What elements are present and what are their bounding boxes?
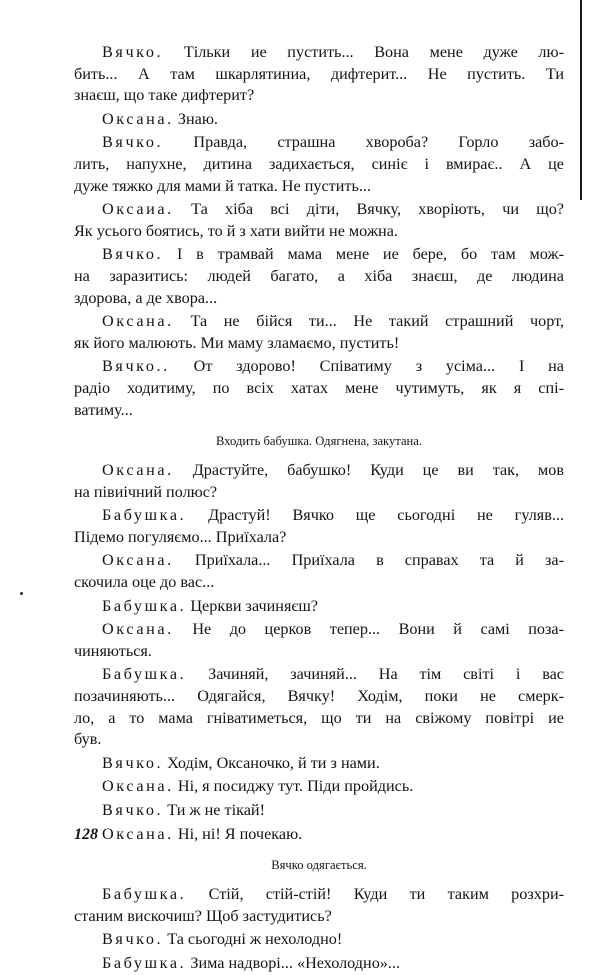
book-page-text [74,40,564,975]
line-text: Ти ж не тікай! [167,801,265,819]
dialogue-continuation [74,527,564,549]
dialogue-line [74,460,564,482]
speaker-name: Оксана. [102,620,174,639]
line-text: бить... А там шкарлятиниа, дифтерит... Не пустить. Ти [74,64,564,83]
dialogue-line [74,311,564,333]
speaker-name: Оксана. [102,461,174,480]
line-text: Та сьогодні ж нехолодно! [167,930,343,949]
line-text: Підемо погуляємо... Приїхала? [74,527,287,546]
line-text: І в трамвай мама мене ие бере, бо там мож- [176,245,565,264]
dialogue-line [74,619,564,641]
dialogue-continuation [74,378,564,400]
speaker-name: Вячко. [102,930,164,949]
speaker-name: Вячко. [102,245,164,264]
edge-rule [580,0,582,200]
dialogue-line [74,884,564,906]
dialogue-line [74,132,564,154]
line-text: Та хіба всі діти, Вячку, хворіють, чи що? [191,200,564,219]
speaker-name: Оксана. [102,824,174,843]
line-text: Драстуй! Вячко ще сьогодні не гуляв... [208,506,565,525]
speaker-name: Бабушка. [102,953,187,972]
dialogue-continuation [74,221,564,243]
dialogue-line [74,824,564,846]
dialogue-line [74,199,564,221]
dialogue-continuation [74,906,564,928]
dialogue-continuation [74,85,564,107]
page-number: 128 [74,826,98,843]
line-text: Як усього боятись, то й з хати вийти не можна. [74,221,398,240]
speaker-name: Бабушка. [102,506,187,525]
line-text: на заразитись: людей багато, а хіба знаєш, де людина [74,266,564,285]
line-text: Зачиняй, зачиняй... На тім світі і вас [208,665,564,684]
speaker-name: Бабушка. [102,596,187,615]
dialogue-line [74,356,564,378]
speaker-name: Вячко. [102,753,164,772]
dialogue-line [74,753,564,775]
dialogue-line [74,664,564,686]
dialogue-line [74,596,564,618]
line-text: станим вискочиш? Щоб застудитись? [74,906,332,925]
dialogue-continuation [74,686,564,708]
dialogue-line [74,244,564,266]
line-text: скочила оце до вас... [74,573,215,592]
line-text: Стій, стій-стій! Куди ти таким розхри- [208,885,564,904]
line-text: здорова, а де хвора... [74,288,218,307]
dialogue-continuation [74,729,564,751]
dialogue-continuation [74,708,564,730]
dialogue-line [74,109,564,131]
dialogue-continuation [74,154,564,176]
line-text: Ні, ні! Я почекаю. [177,824,303,843]
line-text: Та не бійся ти... Не такий страшний чорт, [190,312,565,331]
line-text: дуже тяжко для мами й татка. Не пустить... [74,176,371,195]
dialogue-continuation [74,572,564,594]
line-text: позачиняють... Одягайся, Вячку! Ходім, поки не смерк- [74,687,564,706]
speaker-name: Вячко. [102,133,164,152]
line-text: Церкви зачиняєш? [190,596,318,615]
dialogue-line [74,953,564,975]
line-text: Зима надворі... «Нехолодно»... [190,953,401,972]
line-text: чиняються. [74,641,152,660]
dialogue-line [74,505,564,527]
speaker-name: Оксаиа. [102,200,174,219]
print-speck [20,592,23,595]
line-text: Знаю. [177,109,218,128]
line-text: Тільки ие пустить... Вона мене дуже лю- [183,43,564,61]
speaker-name: Вячко. [102,801,164,819]
dialogue-continuation [74,288,564,310]
stage-direction: Вячко одягається. [271,858,367,873]
line-text: знаєш, що таке дифтерит? [74,86,255,105]
dialogue-line [74,550,564,572]
dialogue-continuation [74,400,564,422]
line-text: на півиічний полюс? [74,482,218,501]
line-text: Не до церков тепер... Вони й самі поза- [192,620,564,639]
dialogue-continuation [74,266,564,288]
line-text: От здорово! Співатиму з усіма... І на [193,357,564,376]
dialogue-continuation [74,176,564,198]
speaker-name: Оксана. [102,551,174,570]
line-text: Драстуйте, бабушко! Куди це ви так, мов [192,461,564,480]
line-text: був. [74,730,102,749]
dialogue-continuation [74,64,564,86]
speaker-name: Оксана. [102,109,174,128]
dialogue-continuation [74,641,564,663]
speaker-name: Оксана. [102,312,174,331]
line-text: ло, а то мама гніватиметься, що ти на свіжому повітрі ие [74,708,564,727]
dialogue-continuation [74,333,564,355]
line-text: ватиму... [74,400,133,419]
speaker-name: Вячко.. [102,357,170,376]
line-text: лить, напухне, дитина задихається, синіє і вмирає.. А це [74,154,564,173]
line-text: Ходім, Оксаночко, й ти з нами. [167,753,380,772]
line-text: Приїхала... Приїхала в справах та й за- [194,551,564,570]
dialogue-line [74,776,564,798]
speaker-name: Вячко. [102,43,164,61]
dialogue-line [74,42,564,64]
dialogue-line [74,800,564,822]
line-text: радіо ходитиму, по всіх хатах мене чутимуть, як я спі- [74,378,564,397]
speaker-name: Бабушка. [102,665,187,684]
stage-direction: Входить бабушка. Одягнена, закутана. [215,434,423,449]
line-text: Правда, страшна хвороба? Горло забо- [193,133,565,152]
dialogue-continuation [74,482,564,504]
line-text: як його малюють. Ми маму зламаємо, пустить! [74,333,400,352]
speaker-name: Бабушка. [102,885,187,904]
line-text: Ні, я посиджу тут. Піди пройдись. [177,777,414,796]
dialogue-line [74,929,564,951]
speaker-name: Оксана. [102,777,174,796]
